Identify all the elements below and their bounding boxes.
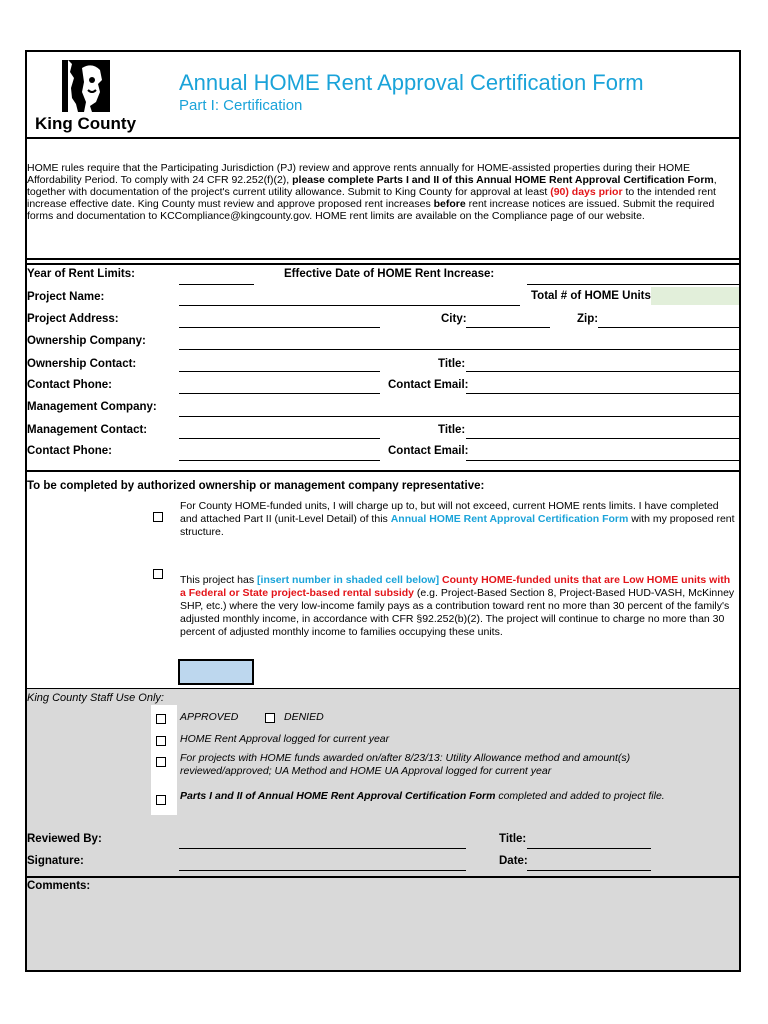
contact-phone1-label: Contact Phone:: [27, 379, 112, 391]
total-units-label: Total # of HOME Units: [531, 290, 651, 302]
total-units-cell[interactable]: [651, 287, 739, 305]
contact-phone1-input[interactable]: [179, 393, 380, 394]
parts-label: [180, 790, 740, 803]
parts-checkbox[interactable]: [156, 795, 166, 805]
divider-comments: [25, 876, 741, 878]
logged-checkbox[interactable]: [156, 736, 166, 746]
contact-phone2-input[interactable]: [179, 460, 380, 461]
management-company-label: Management Company:: [27, 401, 157, 413]
intro-bold-1: please complete Parts I and II of this Annual HOME Rent Approval Certification Form: [292, 174, 714, 186]
ownership-contact-input[interactable]: [179, 371, 380, 372]
ownership-contact-label: Ownership Contact:: [27, 358, 137, 370]
ownership-company-input[interactable]: [179, 349, 739, 350]
divider-header: [25, 137, 741, 139]
date-label: Date:: [499, 855, 528, 867]
project-address-label: Project Address:: [27, 313, 119, 325]
option1-form-link: Annual HOME Rent Approval Certification Form: [390, 513, 629, 525]
divider-bottom: [25, 970, 741, 972]
management-contact-label: Management Contact:: [27, 424, 148, 436]
intro-text-4: rent increase notices are issued. Submit the required forms and documentation to KCCompliance@kingcounty.gov. HOME rent limits are available on the Compliance page of our website.: [27, 198, 715, 222]
parts-bold: Parts I and II of Annual HOME Rent Approval Certification Form: [180, 790, 496, 802]
logo-text: King County: [35, 114, 137, 133]
year-rent-limits-input[interactable]: [179, 284, 254, 285]
king-county-logo: [62, 58, 114, 113]
reviewed-by-input[interactable]: [179, 848, 466, 849]
low-home-units-cell[interactable]: [178, 659, 254, 685]
intro-text-3: to the intended rent increase effective date. King County must review and approve proposed rent increases: [27, 186, 716, 210]
signature-input[interactable]: [179, 870, 466, 871]
intro-bold-before: before: [433, 198, 466, 210]
option2-text-a: This project has: [180, 574, 258, 586]
staff-title-label: Title:: [499, 833, 527, 845]
intro-text-2: , together with documentation of the project's current utility allowance. Submit to King County for approval at least: [27, 174, 717, 198]
option2-red-text: County HOME-funded units that are Low HOME units with a Federal or State project-based rental subsidy: [180, 574, 731, 599]
contact-email1-label: Contact Email:: [388, 379, 469, 391]
divider-fields-top-a: [25, 258, 741, 260]
option1-text: [180, 500, 735, 539]
option1-text-b: with my proposed rent structure.: [180, 513, 735, 538]
logged-label: HOME Rent Approval logged for current year: [180, 733, 390, 745]
comments-area[interactable]: [27, 895, 739, 969]
divider-top: [25, 50, 741, 52]
ownership-company-label: Ownership Company:: [27, 335, 146, 347]
approved-label: APPROVED: [180, 711, 239, 723]
city-input[interactable]: [466, 327, 550, 328]
contact-email2-label: Contact Email:: [388, 445, 469, 457]
denied-checkbox[interactable]: [265, 713, 275, 723]
representative-heading: To be completed by authorized ownership or management company representative:: [27, 480, 485, 492]
option2-text: [180, 574, 737, 639]
zip-label: Zip:: [577, 313, 599, 325]
comments-label: Comments:: [27, 880, 91, 892]
option1-checkbox[interactable]: [153, 512, 163, 522]
form-title: Annual HOME Rent Approval Certification Form: [179, 70, 644, 95]
contact-email1-input[interactable]: [466, 393, 739, 394]
divider-representative: [25, 470, 741, 472]
staff-heading: King County Staff Use Only:: [27, 692, 164, 704]
city-label: City:: [441, 313, 467, 325]
option2-checkbox[interactable]: [153, 569, 163, 579]
effective-date-label: Effective Date of HOME Rent Increase:: [284, 268, 495, 280]
denied-label: DENIED: [284, 711, 324, 723]
staff-title-input[interactable]: [527, 848, 651, 849]
year-rent-limits-label: Year of Rent Limits:: [27, 268, 135, 280]
management-contact-input[interactable]: [179, 438, 380, 439]
contact-phone2-label: Contact Phone:: [27, 445, 112, 457]
divider-fields-top-b: [25, 263, 741, 265]
project-address-input[interactable]: [179, 327, 380, 328]
project-name-input[interactable]: [179, 305, 520, 306]
parts-rest: completed and added to project file.: [495, 790, 665, 802]
intro-paragraph: [27, 162, 739, 222]
zip-input[interactable]: [598, 327, 739, 328]
project-name-label: Project Name:: [27, 291, 105, 303]
title1-input[interactable]: [466, 371, 739, 372]
contact-email2-input[interactable]: [466, 460, 739, 461]
date-input[interactable]: [527, 870, 651, 871]
title1-label: Title:: [438, 358, 466, 370]
intro-red-deadline: (90) days prior: [550, 186, 623, 198]
signature-label: Signature:: [27, 855, 84, 867]
effective-date-input[interactable]: [527, 284, 739, 285]
king-county-logo-icon: [62, 58, 114, 113]
ua-checkbox[interactable]: [156, 757, 166, 767]
option2-text-b: (e.g. Project-Based Section 8, Project-Based HUD-VASH, McKinney SHP, etc.) where the very low-income family pays as a contribution toward rent no more than 30 percent of the family's adjusted monthly income, in accordance with CFR §92.252(b)(2). The project will continue to charge no more than 30 percent of adjusted monthly income to families occupying these units.: [180, 587, 735, 638]
ua-label: For projects with HOME funds awarded on/after 8/23/13: Utility Allowance method and amount(s) reviewed/approved; UA Method and HOME UA Approval logged for current year: [180, 752, 631, 777]
reviewed-by-label: Reviewed By:: [27, 833, 102, 845]
option2-insert-note: [insert number in shaded cell below]: [257, 574, 440, 586]
management-company-input[interactable]: [179, 416, 739, 417]
form-subtitle: Part I: Certification: [179, 97, 303, 114]
option1-text-a: For County HOME-funded units, I will charge up to, but will not exceed, current HOME rents limits. I have completed and attached Part II (unit-Level Detail) of this: [180, 500, 719, 525]
title2-input[interactable]: [466, 438, 739, 439]
title2-label: Title:: [438, 424, 466, 436]
intro-text-1: HOME rules require that the Participating Jurisdiction (PJ) review and approve rents annually for HOME-assisted properties during their HOME Affordability Period. To comply with 24 CFR 92.252(f)(2),: [27, 162, 690, 186]
approved-checkbox[interactable]: [156, 714, 166, 724]
